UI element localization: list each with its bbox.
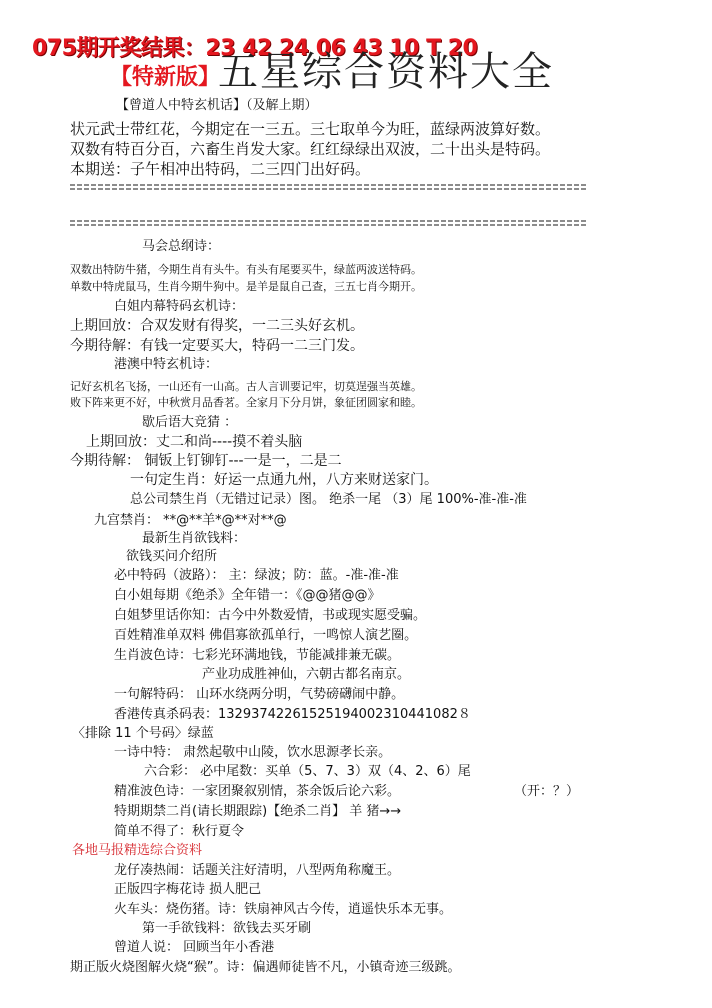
first-hand-line: 第一手欲钱料：欲钱去买牙刷: [142, 921, 312, 936]
special-code-line: 一句解特码： 山环水绕两分明，气势磅礴闹中静。: [114, 687, 405, 702]
baijie-poem-heading: 白姐内幕特码玄机诗：: [114, 299, 245, 314]
mark-six-tail-line: 六合彩： 必中尾数：买单（5、7、3）双（4、2、6）尾: [144, 764, 471, 779]
two-zodiac-ban-line: 特期期禁二肖(请长期跟踪)【绝杀二肖】 羊 猪→→: [114, 804, 402, 819]
baixiaojie-line: 白小姐每期《绝杀》全年错一：《@@猪@@》: [114, 588, 381, 603]
precise-wave-line: 精准波色诗：一家团聚叙别情，茶余饭后论六彩。: [114, 784, 401, 799]
fire-chart-line: 期正版火烧图解火烧“猴”。诗：偏遇师徒皆不凡，小镇奇迹三级跳。: [70, 960, 461, 975]
zengdaoren-line-2: 双数有特百分百，六畜生肖发大家。红红绿绿出双波，二十出头是特码。: [70, 140, 551, 158]
gangao-poem-line-1: 记好玄机名飞扬，一山还有一山高。古人言训要记牢，切莫逞强当英雄。: [70, 380, 422, 393]
wave-poem-line-1: 生肖波色诗：七彩光环满地钱，节能减排兼无碳。: [114, 648, 401, 663]
baijie-dream-line: 白姐梦里话你知：古今中外数爱情，书或现实愿受骗。: [114, 608, 427, 623]
wave-special-line: 必中特码（波路）： 主：绿波；防：蓝。-准-准-准: [114, 568, 399, 583]
xiehouyu-heading: 歇后语大竞猜 ：: [142, 415, 238, 430]
mahui-poem-heading: 马会总纲诗：: [142, 239, 221, 254]
nine-palace-line: 九宫禁肖： **@**羊*@**对**@: [94, 513, 287, 528]
latest-zodiac-heading: 最新生肖欲钱料：: [142, 531, 247, 546]
baijie-last-result: 上期回放：合双发财有得奖，一二三头好玄机。: [70, 318, 364, 334]
wave-poem-line-2: 产业功成胜神仙，六朝古都名南京。: [202, 667, 411, 682]
baixing-line: 百姓精准单双料 佛倡寡欲孤单行，一鸣惊人演艺圈。: [114, 628, 418, 643]
page-title: 五星综合资料大全: [218, 49, 554, 95]
mahui-poem-line-2: 单数中特虎鼠马，生肖今期牛狗中。是羊是鼠自己查，三五七肖今期开。: [70, 280, 422, 293]
zengdaoren-says-line: 曾道人说： 回顾当年小香港: [114, 940, 275, 955]
zengdaoren-heading: 【曾道人中特玄机话】（及解上期）: [116, 98, 318, 113]
plum-poem-line: 正版四字梅花诗 损人肥己: [114, 882, 262, 897]
baijie-current: 今期待解：有钱一定要买大，特码一二三门发。: [70, 338, 364, 354]
locomotive-line: 火车头：烧伤猪。诗：铁扇神风古今传，逍遥快乐本无事。: [114, 902, 453, 917]
zengdaoren-line-3: 本期送：子午相冲出特码，二三四门出好码。: [70, 160, 371, 178]
divider: [70, 182, 588, 191]
xiehouyu-current: 今期待解： 铜钣上钉铆钉---一是一，二是二: [70, 453, 342, 469]
intro-line: 欲钱买问介绍所: [126, 549, 218, 564]
mahui-poem-line-1: 双数出特防牛猪，今期生肖有头牛。有头有尾要买牛，绿蓝两波送特码。: [70, 263, 422, 276]
gangao-poem-line-2: 败下阵来更不好，中秋赏月品香茗。全家月下分月饼，象征团圆家和睦。: [70, 396, 422, 409]
hk-fax-line: 香港传真杀码表：13293742261525194002310441082８: [114, 707, 471, 722]
forbidden-zodiac-line: 总公司禁生肖（无错过记录）图。 绝杀一尾 （3）尾 100%-准-准-准: [130, 492, 527, 507]
simple-line: 简单不得了：秋行夏令: [114, 824, 245, 839]
zengdaoren-line-1: 状元武士带红花，今期定在一三五。三七取单今为旺，蓝绿两波算好数。: [70, 120, 551, 138]
xiehouyu-last-result: 上期回放：丈二和尚----摸不着头脑: [86, 434, 303, 450]
special-edition-badge: 【特新版】: [110, 64, 221, 90]
gangao-poem-heading: 港澳中特玄机诗：: [114, 357, 219, 372]
regional-heading: 各地马报精选综合资料: [72, 843, 203, 858]
longzai-line: 龙仔凑热闹：话题关注好清明，八型两角称魔王。: [114, 863, 401, 878]
open-result-note: （开：？）: [514, 784, 580, 799]
zodiac-sentence: 一句定生肖：好运一点通九州，八方来财送家门。: [130, 472, 438, 488]
poem-special-line: 一诗中特： 肃然起敬中山陵，饮水思源孝长亲。: [114, 745, 392, 760]
lottery-result-banner: 075期开奖结果：23 42 24 06 43 10 T 20: [32, 36, 478, 61]
divider: [70, 218, 588, 227]
excluded-numbers-line: 〈排除 11 个号码〉绿蓝: [72, 726, 214, 741]
